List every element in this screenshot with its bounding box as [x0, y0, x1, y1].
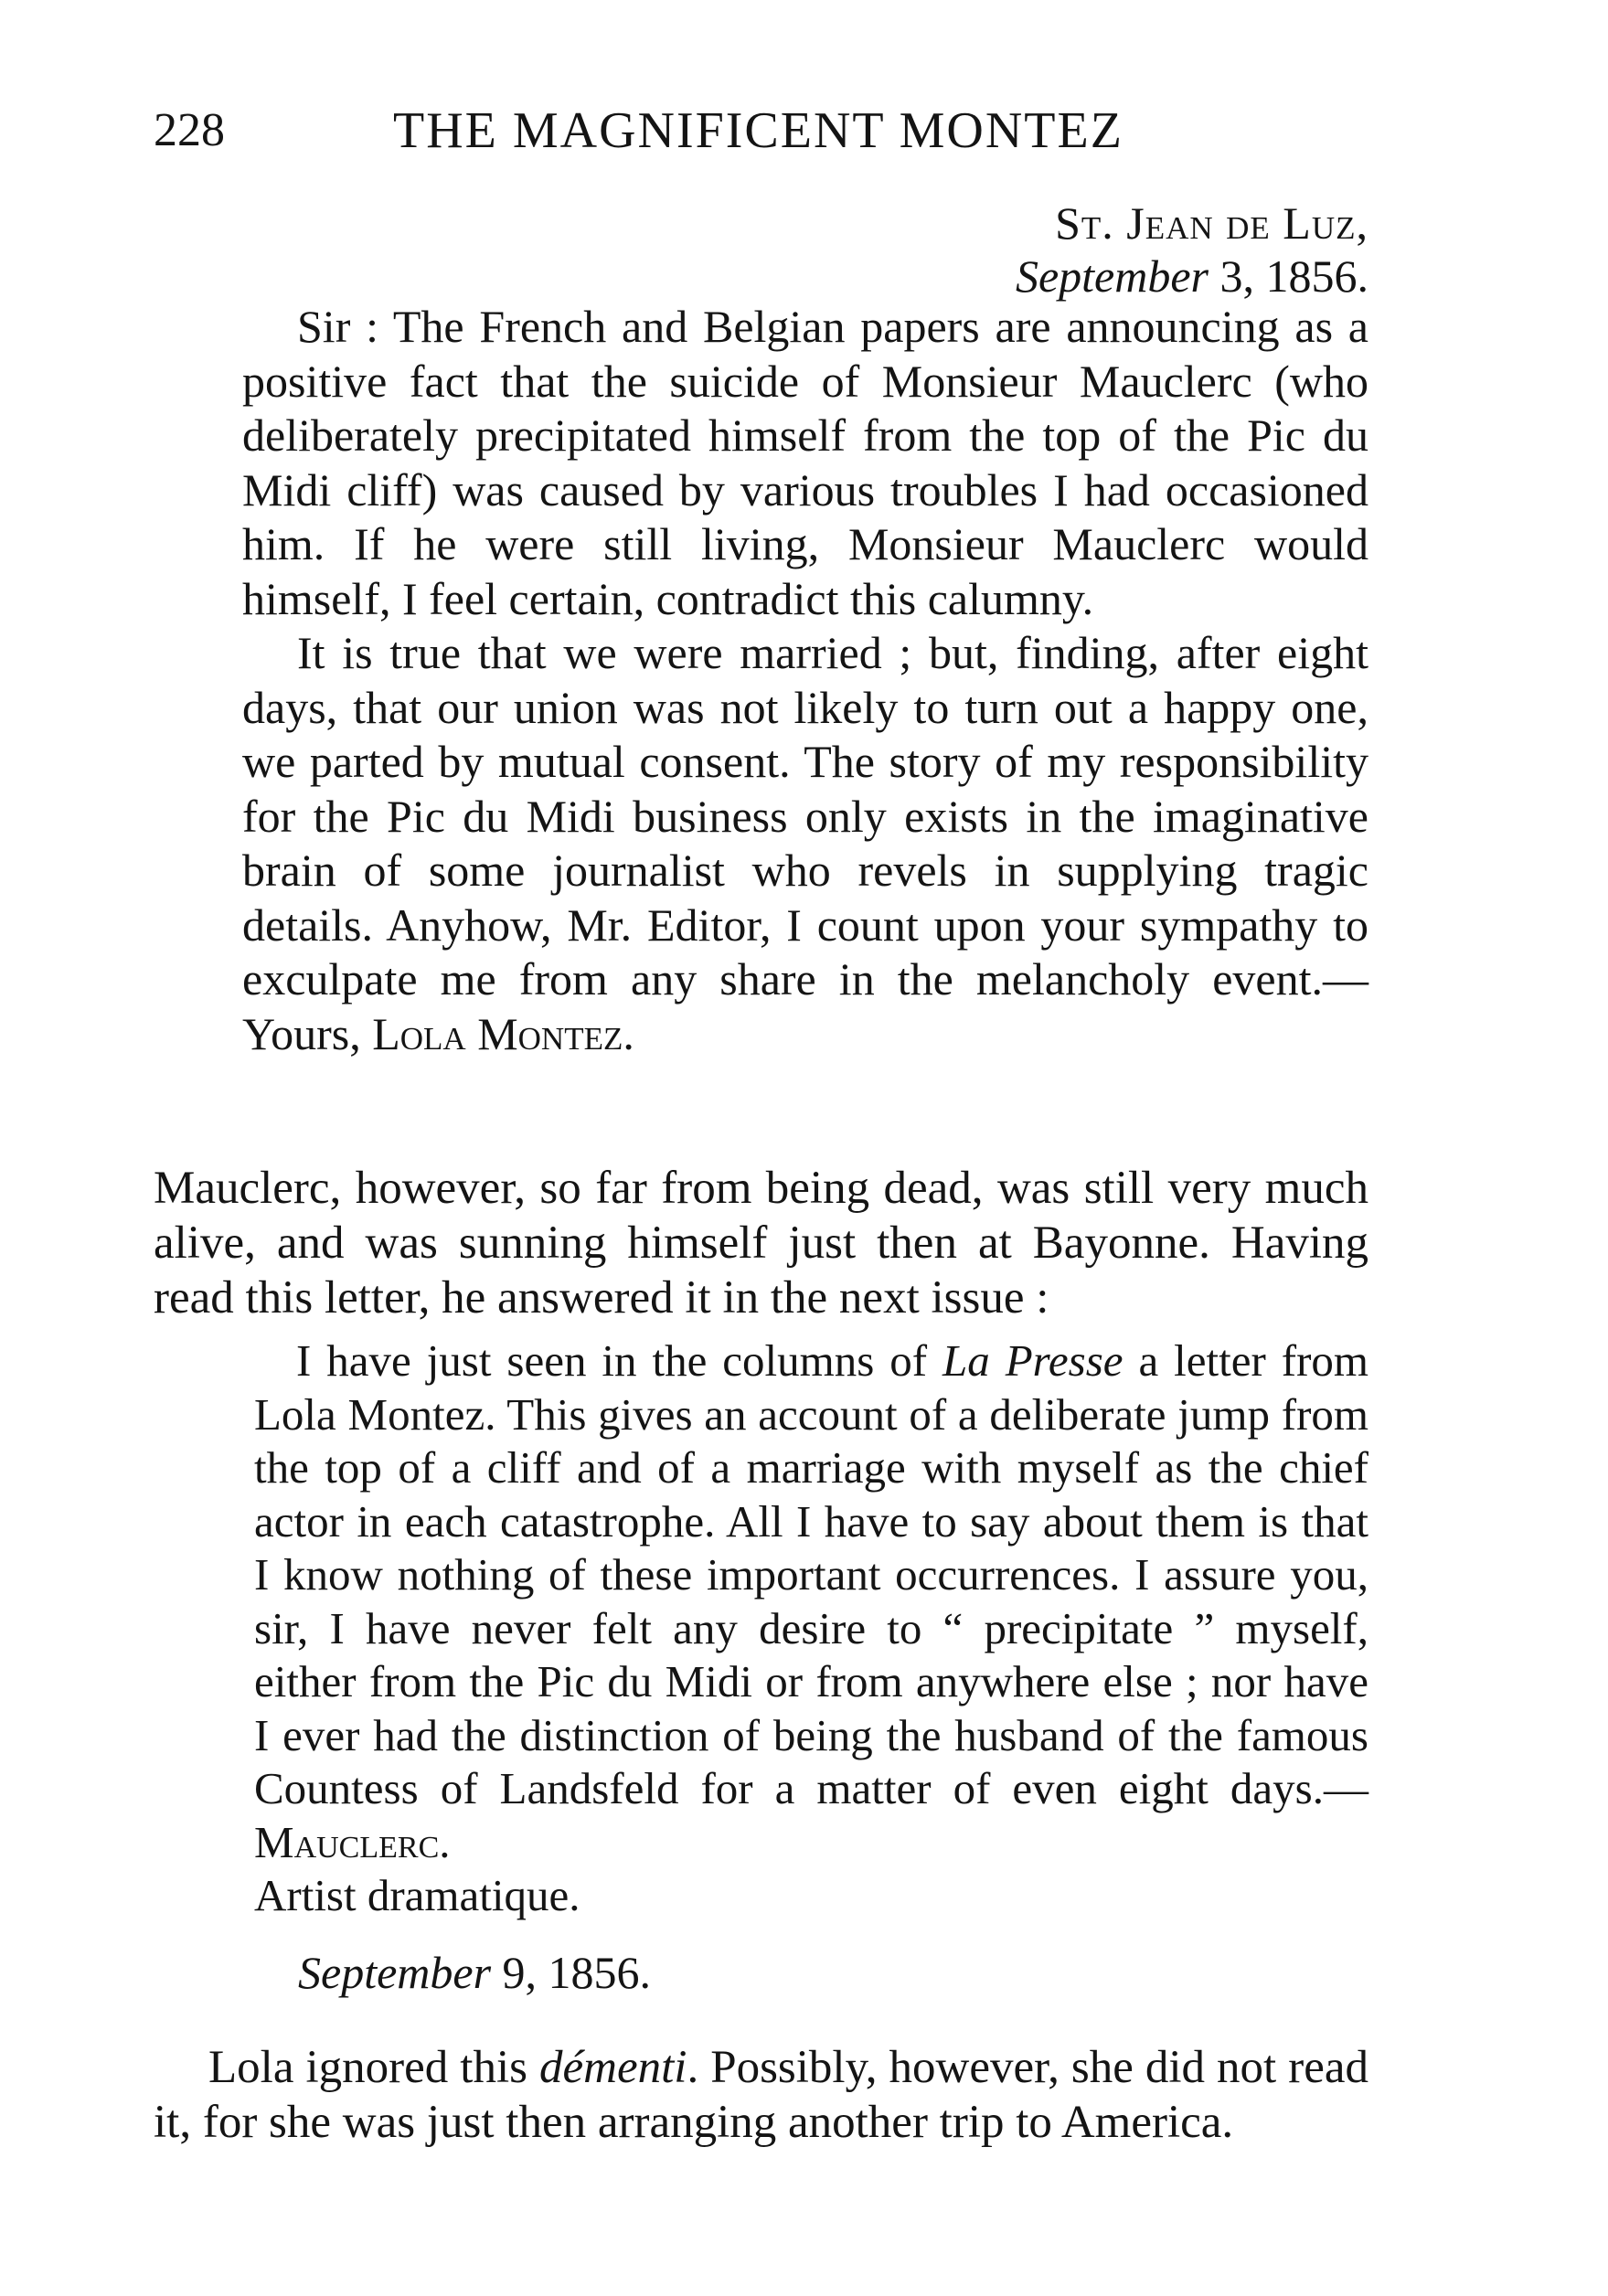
letter1-paragraph-2-text: It is true that we were married ; but, finding, after eight days, that our union was not likely to turn out a happy one, we parted by mutual consent. The story of my responsibility for the Pic du Midi business only exists in the imaginative brain of some journalist who revels in supplying tragic details. Anyhow, Mr. Editor, I count upon your sympathy to exculpate me from any share in the melancholy event.—Yours,: [242, 627, 1368, 1059]
narrative-paragraph-2-text: [154, 2040, 1368, 2150]
narrative2-text-after: . Possibly, however, she did not read it, for she was just then arranging another trip to America.: [154, 2042, 1368, 2148]
letter2-signatory-title: Artist dramatique.: [254, 1870, 580, 1920]
letter2-body: [254, 1334, 1368, 1923]
letter1-signature: Lola Montez.: [372, 1007, 634, 1059]
letter2-signature: Mauclerc.: [254, 1816, 451, 1867]
newspaper-title: La Presse: [942, 1335, 1123, 1386]
narrative-paragraph-1-text: Mauclerc, however, so far from being dead, was still very much alive, and was sunning himself just then at Bayonne. Having read this letter, he answered it in the next issue :: [154, 1163, 1368, 1323]
page-header: [0, 99, 1608, 163]
dementi-word: démenti: [538, 2042, 687, 2093]
letter2-date: [298, 1945, 651, 2000]
running-head: THE MAGNIFICENT MONTEZ: [393, 102, 1123, 159]
letter1-paragraph-1: Sir : The French and Belgian papers are announcing as a positive fact that the suicide of Monsieur Mauclerc (who deliberately precipitated himself from the top of the Pic du Midi cliff) was caused by various troubles I had occasioned him. If he were still living, Monsieur Mauclerc would himself, I feel certain, contradict this calumny.: [242, 301, 1368, 624]
narrative-paragraph-2: [154, 2040, 1368, 2150]
letter1-date-month: September: [1015, 250, 1209, 302]
letter2-text-after: a letter from Lola Montez. This gives an account of a deliberate jump from the top of a cliff and of a marriage with myself as the chief actor in each catastrophe. All I have to say about them is that I know nothing of these important occurrences. I assure you, sir, I have never felt any desire to “ precipitate ” myself, either from the Pic du Midi or from anywhere else ; nor have I ever had the distinction of being the husband of the famous Countess of Landsfeld for a matter of even eight days.—: [254, 1335, 1368, 1813]
letter2-paragraph: [254, 1334, 1368, 1869]
letter1-body: [242, 300, 1368, 1061]
letter1-paragraph-2: [242, 626, 1368, 1061]
letter1-place: St. Jean de Luz,: [1055, 197, 1368, 249]
letter2-date-month: September: [298, 1947, 492, 1998]
page-number: 228: [154, 104, 225, 156]
letter2-date-rest: 9, 1856.: [491, 1947, 652, 1998]
narrative-paragraph-1: [154, 1161, 1368, 1325]
letter1-date: [1016, 249, 1368, 303]
letter1-date-rest: 3, 1856.: [1209, 250, 1368, 302]
narrative2-text-before: Lola ignored this: [208, 2042, 539, 2093]
letter2-text-before: I have just seen in the columns of: [296, 1335, 943, 1386]
